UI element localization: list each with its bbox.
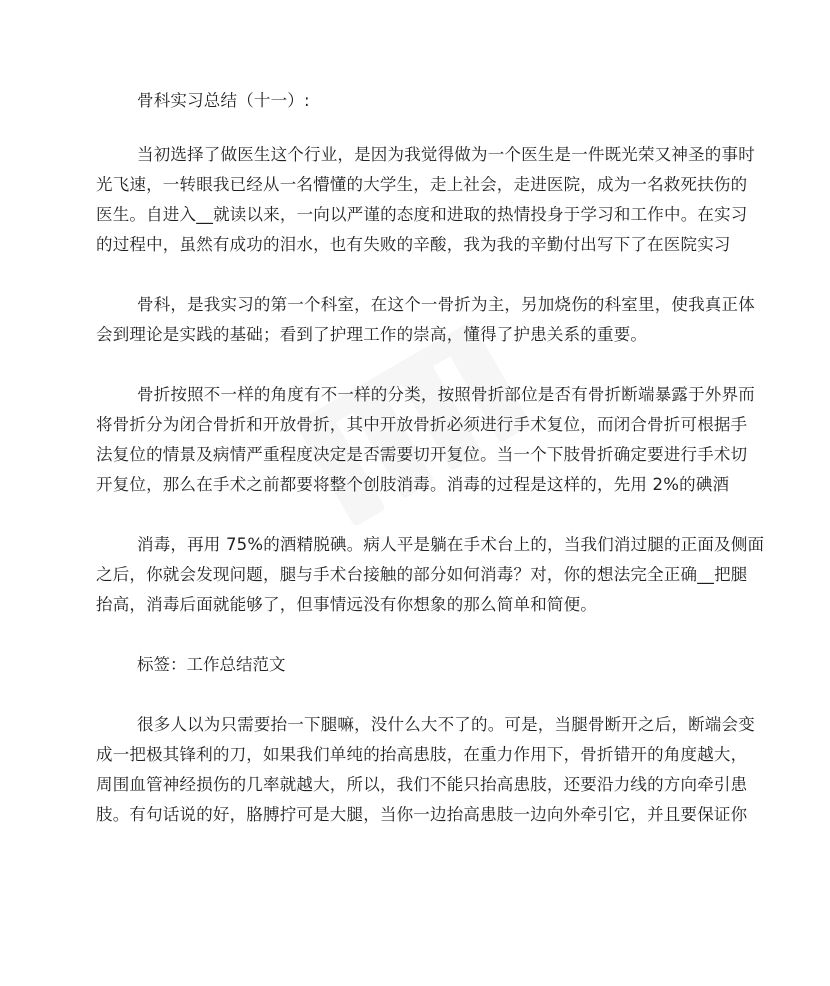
paragraph-line: 当初选择了做医生这个行业，是因为我觉得做为一个医生是一件既光荣又神圣的事时 [137, 145, 755, 164]
paragraph-line: 很多人以为只需要抬一下腿嘛，没什么大不了的。可是，当腿骨断开之后，断端会变 [137, 715, 755, 734]
paragraph-line: 骨折按照不一样的角度有不一样的分类，按照骨折部位是否有骨折断端暴露于外界而 [137, 385, 755, 404]
paragraph-line: 之后，你就会发现问题，腿与手术台接触的部分如何消毒？对，你的想法完全正确__把腿 [96, 565, 748, 584]
paragraph-2 [96, 290, 755, 350]
paragraph-3 [96, 380, 755, 500]
paragraph-line: 成一把极其锋利的刀，如果我们单纯的抬高患肢，在重力作用下，骨折错开的角度越大， [96, 745, 748, 764]
paragraph-line: 光飞速，一转眼我已经从一名懵懂的大学生，走上社会，走进医院，成为一名救死扶伤的 [96, 175, 748, 194]
paragraph-line: 消毒，再用 75%的酒精脱碘。病人平是躺在手术台上的，当我们消过腿的正面及侧面 [137, 535, 765, 554]
paragraph-final [96, 710, 755, 830]
paragraph-line: 的过程中，虽然有成功的泪水，也有失败的辛酸，我为我的辛勤付出写下了在医院实习 [96, 235, 731, 254]
paragraph-1 [96, 140, 755, 260]
paragraph-line: 会到理论是实践的基础；看到了护理工作的崇高，懂得了护患关系的重要。 [96, 325, 648, 344]
tag-line: 标签：工作总结范文 [137, 655, 286, 674]
paragraph-4 [96, 530, 765, 620]
document-body [96, 86, 765, 860]
paragraph-line: 医生。自进入__就读以来，一向以严谨的态度和进取的热情投身于学习和工作中。在实习 [96, 205, 748, 224]
paragraph-line: 肢。有句话说的好，胳膊拧可是大腿，当你一边抬高患肢一边向外牵引它，并且要保证你 [96, 805, 748, 824]
paragraph-line: 抬高，消毒后面就能够了，但事情远没有你想象的那么简单和简便。 [96, 595, 597, 614]
paragraph-line: 法复位的情景及病情严重程度决定是否需要切开复位。当一个下肢骨折确定要进行手术切 [96, 445, 748, 464]
paragraph-line: 周围血管神经损伤的几率就越大，所以，我们不能只抬高患肢，还要沿力线的方向牵引患 [96, 775, 748, 794]
paragraph-line: 开复位，那么在手术之前都要将整个创肢消毒。消毒的过程是这样的，先用 2%的碘酒 [96, 475, 730, 494]
paragraph-line: 骨科，是我实习的第一个科室，在这个一骨折为主，另加烧伤的科室里，使我真正体 [137, 295, 755, 314]
paragraph-line: 将骨折分为闭合骨折和开放骨折，其中开放骨折必须进行手术复位，而闭合骨折可根据手 [96, 415, 748, 434]
document-heading: 骨科实习总结（十一）: [137, 91, 310, 110]
